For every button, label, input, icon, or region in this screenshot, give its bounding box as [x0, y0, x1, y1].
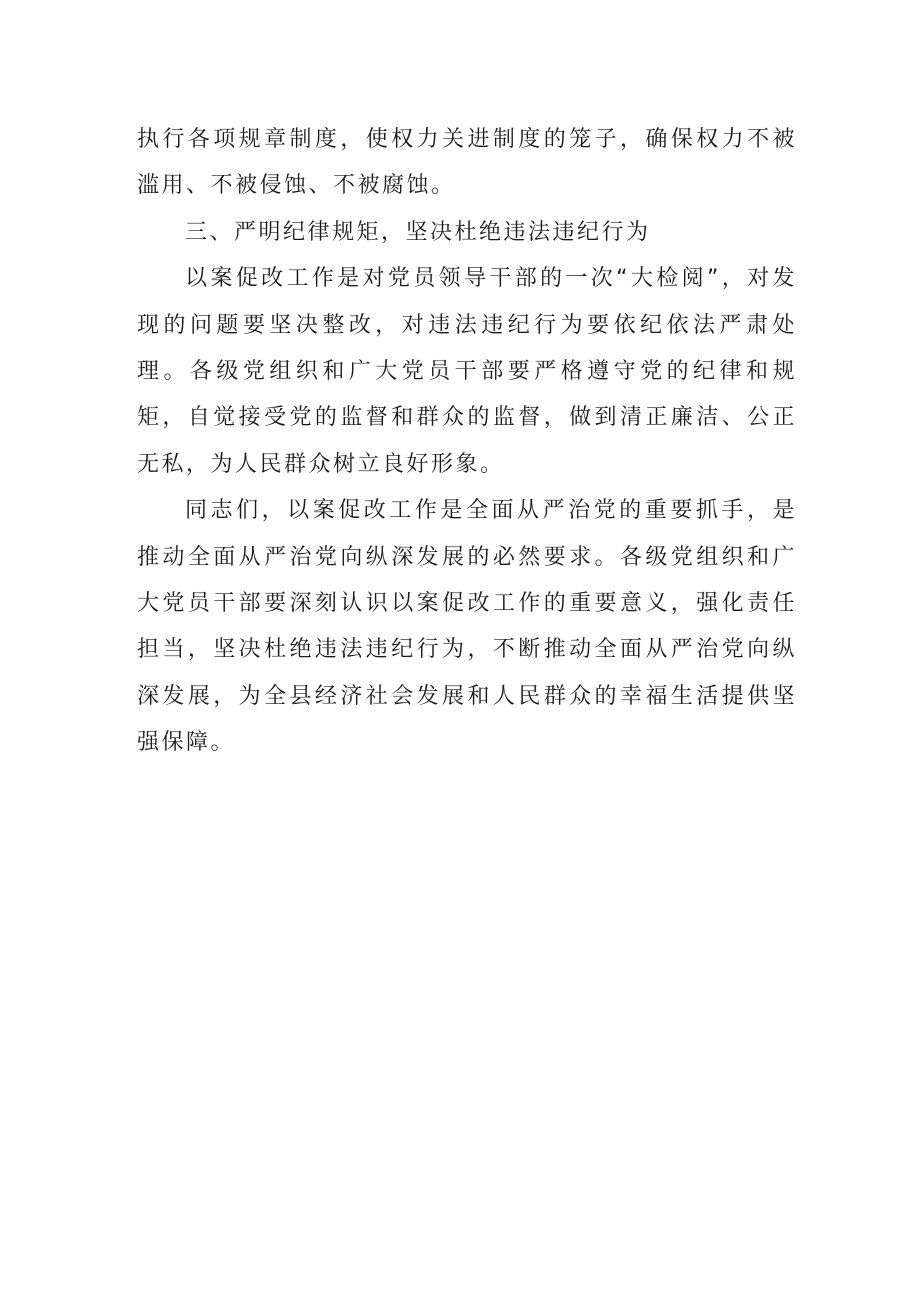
paragraph-conclusion: 同志们，以案促改工作是全面从严治党的重要抓手，是推动全面从严治党向纵深发展的必然要求。各级党组织和广大党员干部要深刻认识以案促改工作的重要意义，强化责任担当，坚决杜绝违法违纪行为，不断推动全面从严治党向纵深发展，为全县经济社会发展和人民群众的幸福生活提供坚强保障。: [137, 498, 797, 756]
paragraph-discipline: 以案促改工作是对党员领导干部的一次“大检阅”，对发现的问题要坚决整改，对违法违纪行为要依纪依法严肃处理。各级党组织和广大党员干部要严格遵守党的纪律和规矩，自觉接受党的监督和群众的监督，做到清正廉洁、公正无私，为人民群众树立良好形象。: [137, 266, 797, 477]
paragraph-continuation: 执行各项规章制度，使权力关进制度的笼子，确保权力不被滥用、不被侵蚀、不被腐蚀。: [137, 127, 797, 199]
section-heading: 三、严明纪律规矩，坚决杜绝违法违纪行为: [185, 219, 651, 245]
document-body: [137, 117, 797, 767]
